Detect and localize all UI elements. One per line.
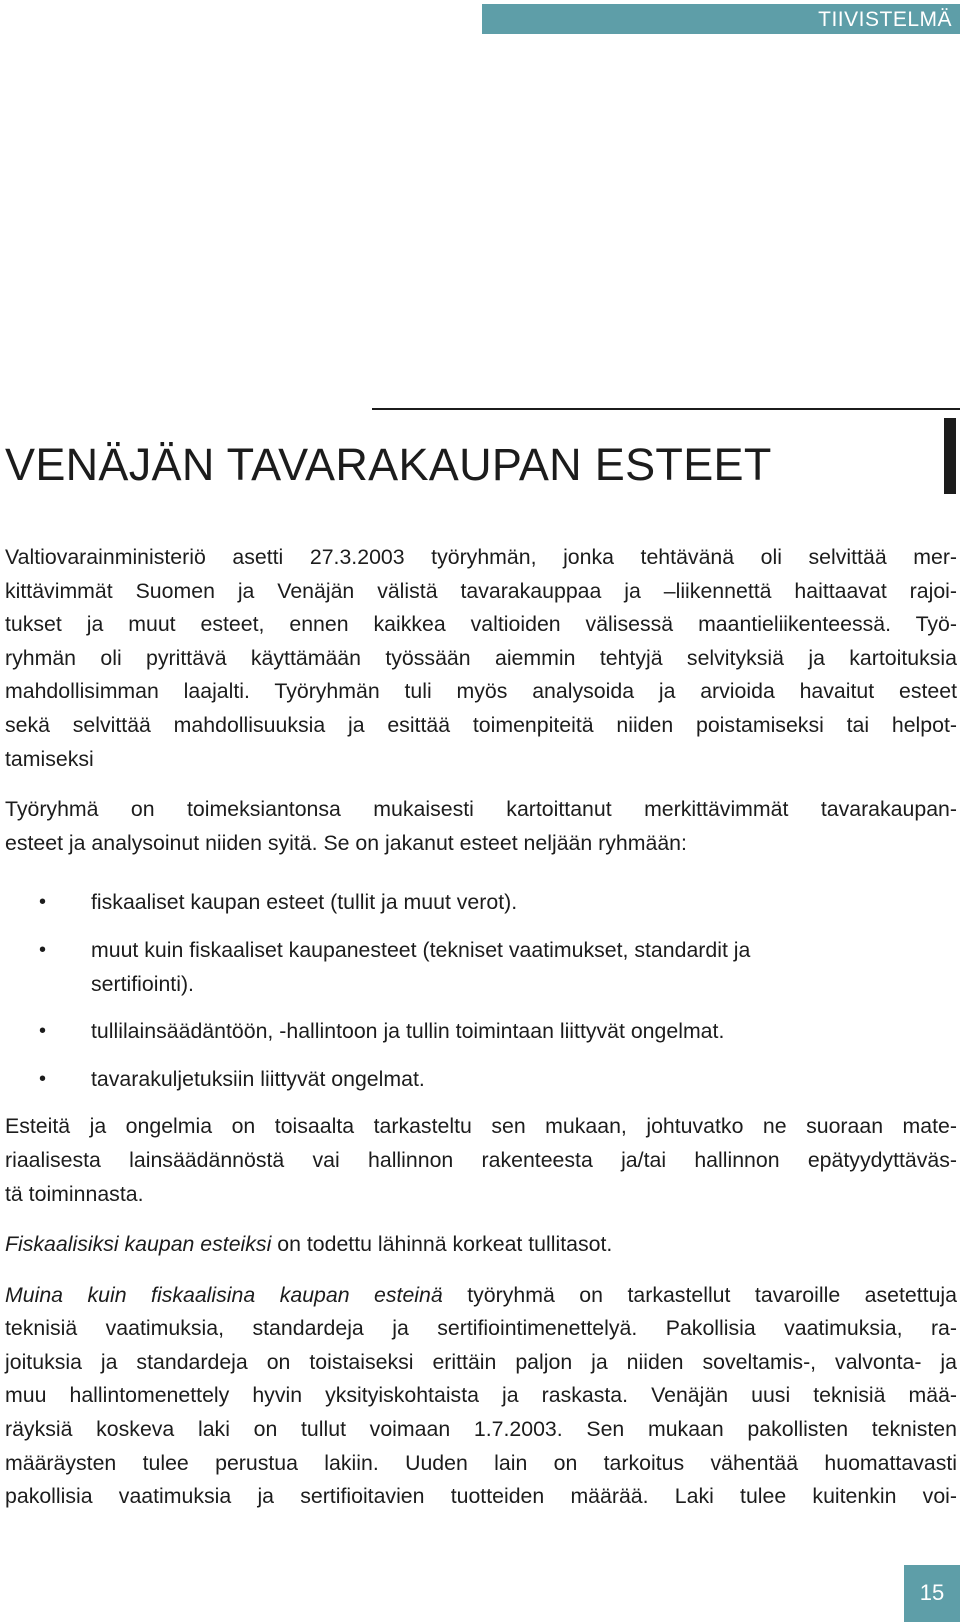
page-title: VENÄJÄN TAVARAKAUPAN ESTEET: [5, 439, 772, 490]
intro-paragraph: [5, 541, 957, 776]
text-line: riaalisesta lainsäädännöstä vai hallinnon rakenteesta ja/tai hallinnon epätyydyttäväs-: [5, 1147, 957, 1172]
list-item-text: sertifiointi).: [91, 971, 194, 996]
list-item: [5, 886, 957, 920]
list-item-text: tullilainsäädäntöön, -hallintoon ja tullin toimintaan liittyvät ongelmat.: [91, 1019, 725, 1044]
list-item: [5, 934, 957, 1001]
obstacle-groups-list: [5, 886, 957, 1096]
text-line: Työryhmä on toimeksiantonsa mukaisesti kartoittanut merkittävimmät tavarakaupan-: [5, 797, 957, 822]
bullet-icon: •: [39, 891, 47, 914]
text-line: esteet ja analysoinut niiden syitä. Se on jakanut esteet neljään ryhmään:: [5, 830, 687, 855]
text-line: tä toiminnasta.: [5, 1181, 144, 1206]
emphasis-text: Muina kuin fiskaalisina kaupan esteinä: [5, 1282, 443, 1307]
text-line: joituksia ja standardeja on toistaiseksi erittäin paljon ja niiden soveltamis-, valvonta- ja: [5, 1349, 957, 1374]
text-line: määräysten tulee perustua lakiin. Uuden lain on tarkoitus vähentää huomattavasti: [5, 1450, 957, 1475]
groups-paragraph: [5, 793, 957, 860]
analysis-paragraph: [5, 1110, 957, 1211]
section-label: TIIVISTELMÄ: [818, 8, 952, 31]
document-body: [5, 541, 957, 1514]
list-item-text: fiskaaliset kaupan esteet (tullit ja muut verot).: [91, 890, 518, 915]
list-item: [5, 1063, 957, 1097]
text-line: [5, 1228, 957, 1262]
text-run: on todettu lähinnä korkeat tullitasot.: [271, 1232, 613, 1257]
fiscal-paragraph: [5, 1228, 957, 1262]
text-line: Esteitä ja ongelmia on toisaalta tarkasteltu sen mukaan, johtuvatko ne suoraan mate-: [5, 1114, 957, 1139]
text-line: ryhmän oli pyrittävä käyttämään työssään aiemmin tehtyjä selvityksiä ja kartoituksia: [5, 645, 957, 670]
text-line: muu hallintomenettely hyvin yksityiskohtaista ja raskasta. Venäjän uusi teknisiä mää-: [5, 1383, 957, 1408]
title-accent-bar: [944, 418, 956, 494]
text-line: sekä selvittää mahdollisuuksia ja esittää toimenpiteitä niiden poistamiseksi tai helpot-: [5, 712, 957, 737]
emphasis-text: Fiskaalisiksi kaupan esteiksi: [5, 1232, 272, 1257]
section-header-band: [482, 4, 960, 34]
text-line: tamiseksi: [5, 746, 94, 771]
title-rule: [372, 408, 960, 410]
non-fiscal-paragraph: [5, 1279, 957, 1514]
text-line: Valtiovarainministeriö asetti 27.3.2003 työryhmän, jonka tehtävänä oli selvittää mer-: [5, 545, 957, 569]
list-item: [5, 1015, 957, 1049]
bullet-icon: •: [39, 1067, 47, 1090]
page-number-badge: [904, 1565, 960, 1622]
bullet-icon: •: [39, 938, 47, 961]
text-line: [5, 1279, 957, 1313]
page-number: 15: [919, 1580, 945, 1605]
text-line: räyksiä koskeva laki on tullut voimaan 1.7.2003. Sen mukaan pakollisten teknisten: [5, 1417, 957, 1442]
list-item-text: tavarakuljetuksiin liittyvät ongelmat.: [91, 1066, 425, 1091]
bullet-icon: •: [39, 1020, 47, 1043]
text-line: tukset ja muut esteet, ennen kaikkea valtioiden välisessä maantieliikenteessä. Työ-: [5, 612, 957, 637]
text-line: pakollisia vaatimuksia ja sertifioitavien tuotteiden määrää. Laki tulee kuitenkin voi-: [5, 1484, 957, 1509]
text-line: kittävimmät Suomen ja Venäjän välistä tavarakauppaa ja –liikennettä haittaavat rajoi-: [5, 578, 957, 603]
text-line: teknisiä vaatimuksia, standardeja ja sertifiointimenettelyä. Pakollisia vaatimuksia, ra-: [5, 1316, 957, 1341]
text-run: työryhmä on tarkastellut tavaroille asetettuja: [442, 1282, 957, 1307]
list-item-text: muut kuin fiskaaliset kaupanesteet (tekniset vaatimukset, standardit ja: [91, 937, 751, 962]
text-line: mahdollisimman laajalti. Työryhmän tuli myös analysoida ja arvioida havaitut esteet: [5, 679, 957, 704]
